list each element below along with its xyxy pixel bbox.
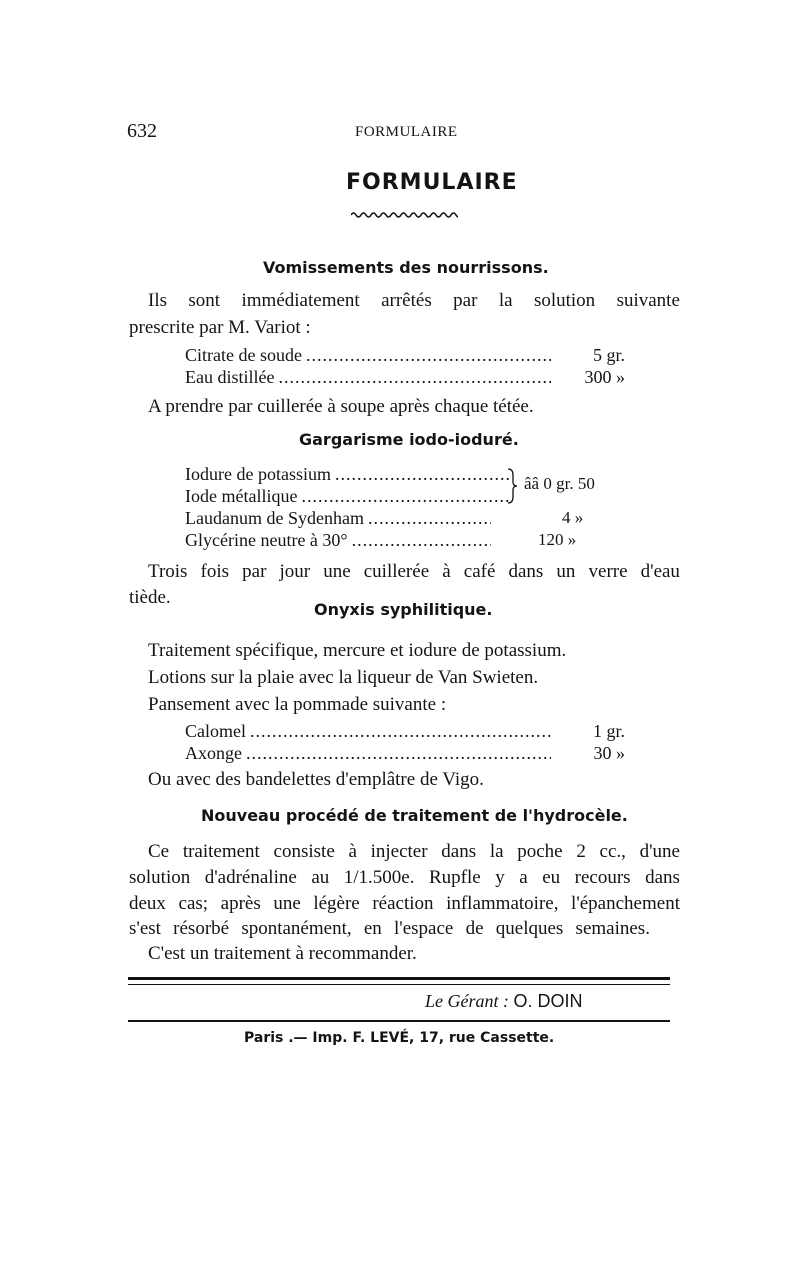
gargarisme-note-line-2: tiède. (129, 587, 171, 608)
onyxis-line: Pansement avec la pommade suivante : (148, 694, 447, 715)
gerant-line (425, 991, 583, 1012)
dot-leader (335, 463, 511, 485)
gargarisme-note-line-1: Trois fois par jour une cuillerée à café dans un verre d'eau (148, 561, 680, 582)
ingredient-quantity: 1 gr. (592, 721, 625, 741)
ingredient-name: Eau distillée (185, 367, 275, 387)
hydrocele-para-line-3: deux cas; après une légère réaction inflammatoire, l'épanchement (129, 893, 680, 914)
vomissements-intro-line-1: Ils sont immédiatement arrêtés par la solution suivante (148, 290, 680, 311)
page-number: 632 (127, 120, 157, 142)
onyxis-note: Ou avec des bandelettes d'emplâtre de Vigo. (148, 769, 484, 790)
ingredient-quantity: 4 » (562, 508, 584, 527)
ingredient-name: Iodure de potassium (185, 464, 331, 484)
ingredient-name: Citrate de soude (185, 345, 302, 365)
recipe-row (185, 463, 515, 485)
ingredient-name: Axonge (185, 743, 242, 763)
vomissements-note: A prendre par cuillerée à soupe après chaque tétée. (148, 396, 534, 417)
recipe-row (185, 366, 625, 388)
recipe-row (185, 507, 495, 529)
dot-leader (352, 529, 491, 551)
onyxis-line: Traitement spécifique, mercure et iodure de potassium. (148, 640, 567, 661)
gerant-label: Le Gérant : (425, 991, 509, 1011)
running-title: FORMULAIRE (355, 124, 458, 140)
onyxis-line: Lotions sur la plaie avec la liqueur de Van Swieten. (148, 667, 539, 688)
hydrocele-para-line-4: s'est résorbé spontanément, en l'espace de quelques semaines. (129, 918, 650, 939)
recipe-row (185, 742, 625, 764)
section-heading-gargarisme: Gargarisme iodo-ioduré. (299, 430, 519, 449)
page-title: FORMULAIRE (346, 170, 518, 195)
footer-rule-thin (128, 984, 670, 985)
ingredient-quantity: 300 » (584, 367, 625, 387)
recipe-row (185, 344, 625, 366)
dot-leader (278, 366, 551, 388)
dot-leader (250, 720, 551, 742)
recipe-vomissements (185, 344, 625, 388)
dot-leader (368, 507, 491, 529)
hydrocele-para-line-1: Ce traitement consiste à injecter dans la poche 2 cc., d'une (148, 841, 680, 862)
dot-leader (306, 344, 551, 366)
ingredient-name: Iode métallique (185, 486, 298, 506)
vomissements-intro-line-2: prescrite par M. Variot : (129, 317, 311, 338)
ingredient-quantity: 5 gr. (592, 345, 625, 365)
ingredient-quantity: 120 » (538, 530, 577, 549)
section-heading-onyxis: Onyxis syphilitique. (314, 600, 493, 619)
dot-leader (246, 742, 551, 764)
hydrocele-closing: C'est un traitement à recommander. (148, 943, 417, 964)
ingredient-name: Laudanum de Sydenham (185, 508, 364, 528)
ingredient-quantity: 30 » (593, 743, 625, 763)
ingredient-name: Glycérine neutre à 30° (185, 530, 348, 550)
section-heading-vomissements: Vomissements des nourrissons. (263, 258, 549, 277)
footer-rule-bottom (128, 1020, 670, 1022)
recipe-gargarisme (185, 463, 515, 551)
recipe-onyxis (185, 720, 625, 764)
section-heading-hydrocele: Nouveau procédé de traitement de l'hydrocèle. (201, 806, 628, 825)
ingredient-name: Calomel (185, 721, 246, 741)
title-ornament (351, 211, 458, 219)
recipe-row (185, 529, 495, 551)
imprint: Paris .— Imp. F. LEVÉ, 17, rue Cassette. (244, 1030, 555, 1046)
footer-rule-thick (128, 977, 670, 980)
recipe-row (185, 720, 625, 742)
recipe-row (185, 485, 515, 507)
gerant-name: O. DOIN (513, 991, 583, 1011)
brace (505, 467, 519, 505)
dot-leader (301, 485, 511, 507)
hydrocele-para-line-2: solution d'adrénaline au 1/1.500e. Rupfle y a eu recours dans (129, 867, 680, 888)
brace-quantity: ââ 0 gr. 50 (524, 474, 595, 493)
